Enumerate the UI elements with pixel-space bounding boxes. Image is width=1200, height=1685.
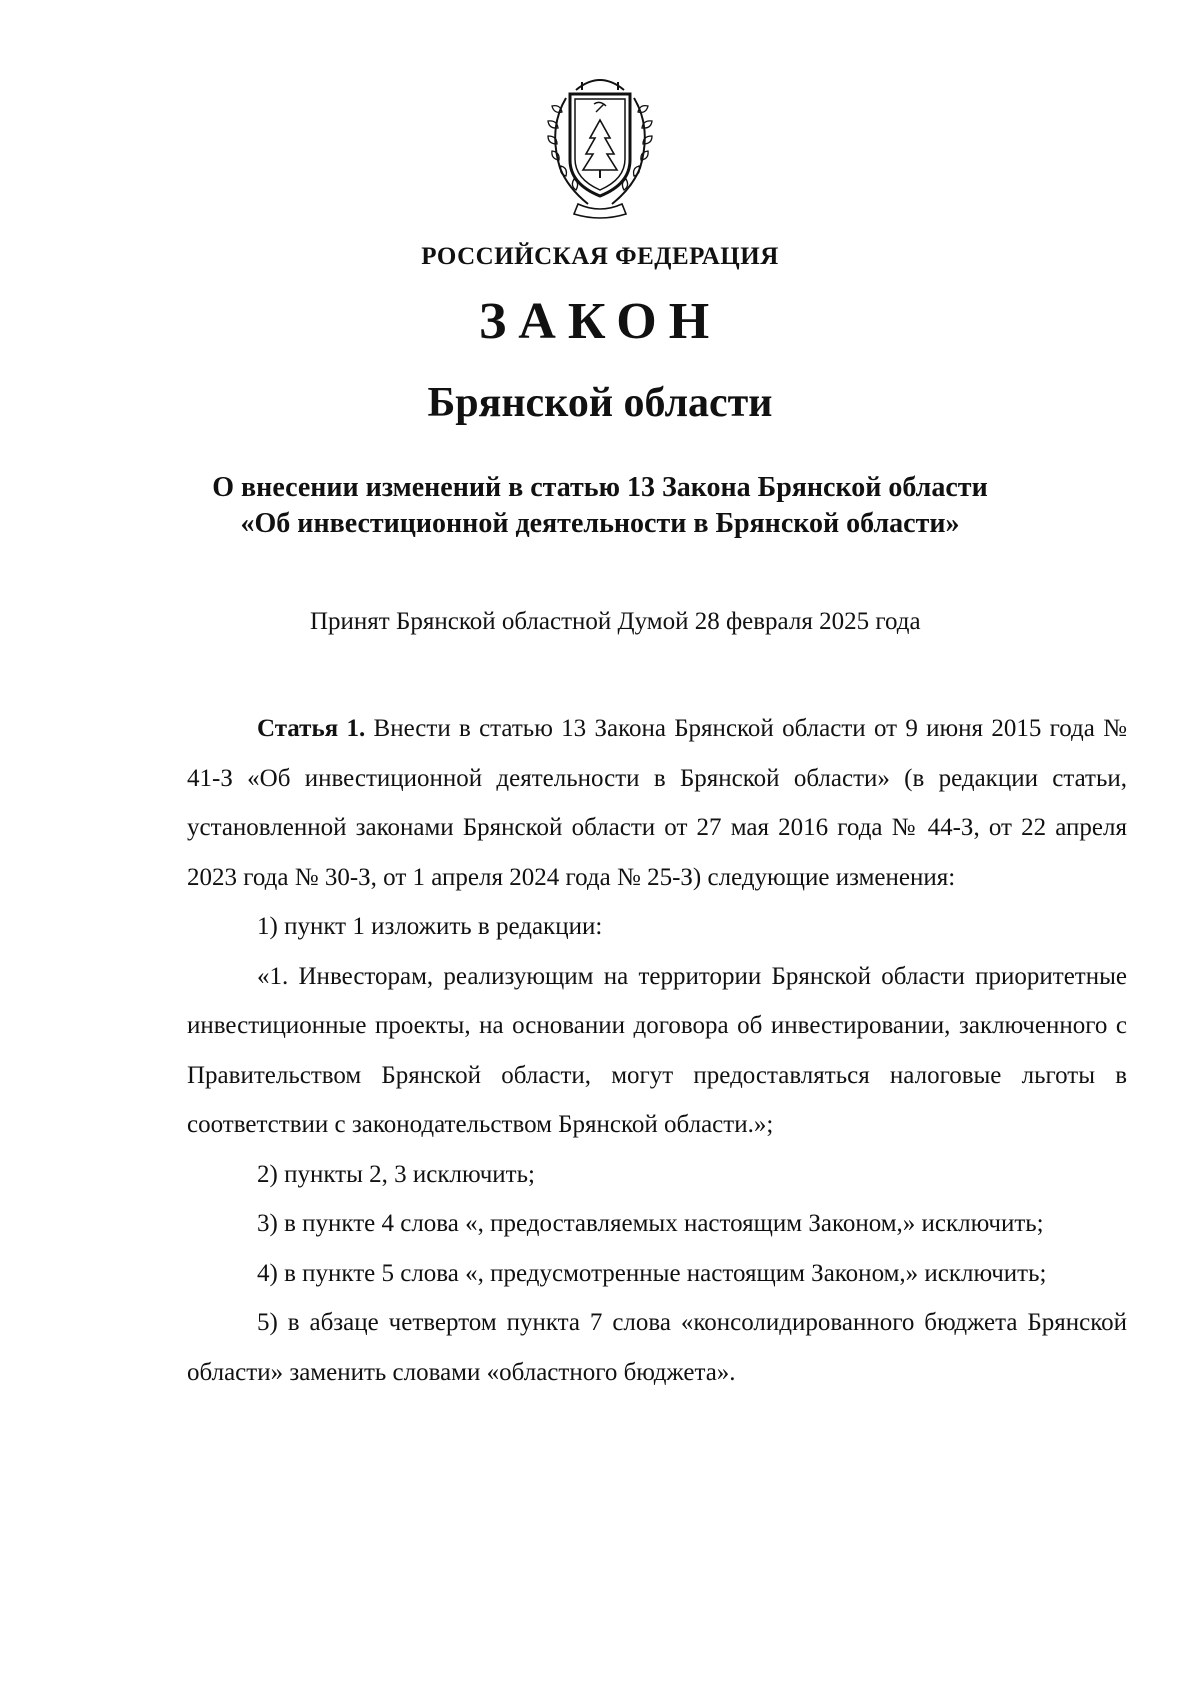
document-title-line-2: «Об инвестиционной деятельности в Брянской области» xyxy=(240,508,960,539)
bryansk-coat-of-arms-icon xyxy=(538,68,662,220)
article-1-paragraph xyxy=(187,704,1127,902)
list-item: 2) пункты 2, 3 исключить; xyxy=(257,1160,535,1188)
list-item: 4) в пункте 5 слова «, предусмотренные настоящим Законом,» исключить; xyxy=(257,1259,1047,1287)
adoption-note: Принят Брянской областной Думой 28 февраля 2025 года xyxy=(310,608,921,635)
list-item: 3) в пункте 4 слова «, предоставляемых настоящим Законом,» исключить; xyxy=(257,1210,1044,1237)
article-1-label: Статья 1. xyxy=(257,715,366,742)
header-region: Брянской области xyxy=(427,380,773,426)
list-item: «1. Инвесторам, реализующим на территории Брянской области приоритетные инвестиционные проекты, на основании договора об инвестировании, заключенного с Правительством Брянской области, могут предоставляться налоговые льготы в соответствии с законодательством Брянской области.»; xyxy=(187,962,1127,1138)
article-1-intro: Внести в статью 13 Закона Брянской области от 9 июня 2015 года № 41-З «Об инвестиционной деятельности в Брянской области» (в редакции статьи, установленной законами Брянской области от 27 мая 2016 года № 44-З, от 22 апреля 2023 года № 30-З, от 1 апреля 2024 года № 25-З) следующие изменения: xyxy=(187,715,1127,891)
header-country: РОССИЙСКАЯ ФЕДЕРАЦИЯ xyxy=(421,243,779,270)
document-title-line-1: О внесении изменений в статью 13 Закона Брянской области xyxy=(212,472,988,503)
document-title xyxy=(150,470,1050,542)
header-law: ЗАКОН xyxy=(478,293,722,350)
list-item: 5) в абзаце четвертом пункта 7 слова «консолидированного бюджета Брянской области» заменить словами «областного бюджета». xyxy=(187,1309,1127,1386)
document-body xyxy=(187,704,1127,1397)
list-item: 1) пункт 1 изложить в редакции: xyxy=(257,913,603,940)
